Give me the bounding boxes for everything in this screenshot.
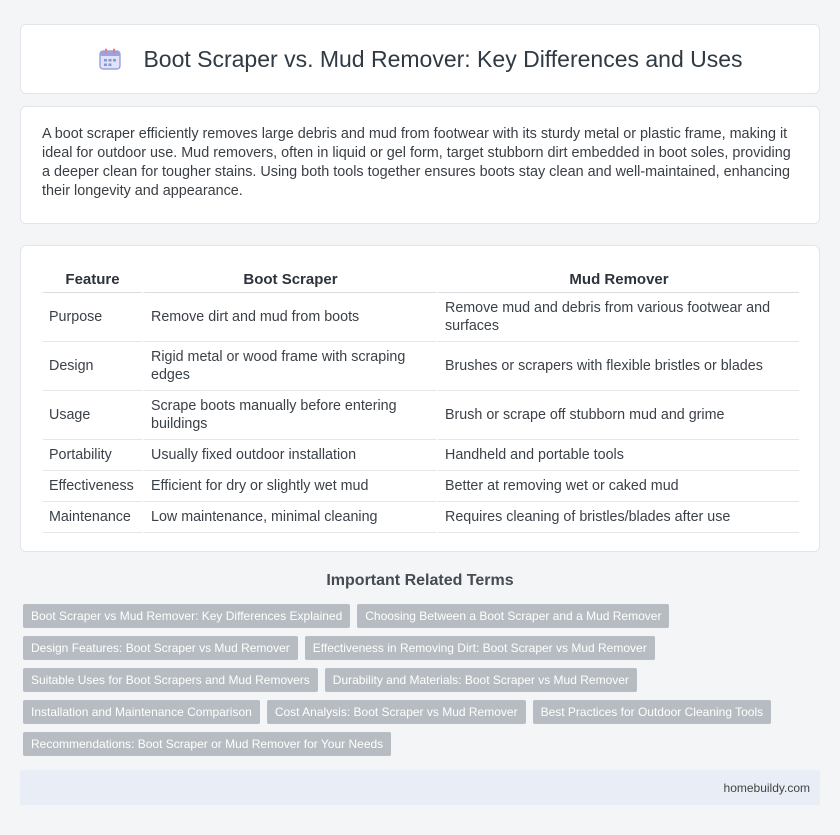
calendar-icon: [97, 46, 123, 72]
mud-remover-cell: Brush or scrape off stubborn mud and grime: [436, 391, 799, 440]
table-row: [43, 391, 799, 440]
related-term-tag[interactable]: Design Features: Boot Scraper vs Mud Remover: [23, 636, 298, 660]
feature-cell: Maintenance: [43, 502, 142, 533]
comparison-table: [43, 266, 799, 533]
footer: [20, 770, 820, 805]
mud-remover-cell: Brushes or scrapers with flexible bristles or blades: [436, 342, 799, 391]
page-title: Boot Scraper vs. Mud Remover: Key Differences and Uses: [143, 45, 743, 72]
table-row: [43, 502, 799, 533]
related-term-tag[interactable]: Boot Scraper vs Mud Remover: Key Differences Explained: [23, 604, 350, 628]
comparison-card: [20, 245, 820, 552]
table-header-row: [43, 266, 799, 293]
related-term-tag[interactable]: Cost Analysis: Boot Scraper vs Mud Remover: [267, 700, 526, 724]
related-term-tag[interactable]: Effectiveness in Removing Dirt: Boot Scraper vs Mud Remover: [305, 636, 655, 660]
related-terms-heading: Important Related Terms: [326, 572, 514, 589]
boot-scraper-cell: Efficient for dry or slightly wet mud: [142, 471, 436, 502]
feature-cell: Effectiveness: [43, 471, 142, 502]
feature-cell: Purpose: [43, 293, 142, 342]
feature-cell: Portability: [43, 440, 142, 471]
boot-scraper-cell: Remove dirt and mud from boots: [142, 293, 436, 342]
table-row: [43, 471, 799, 502]
related-term-tag[interactable]: Installation and Maintenance Comparison: [23, 700, 260, 724]
feature-cell: Usage: [43, 391, 142, 440]
related-terms-list: [23, 604, 783, 756]
header-feature: Feature: [43, 266, 142, 293]
related-term-tag[interactable]: Suitable Uses for Boot Scrapers and Mud Removers: [23, 668, 318, 692]
feature-cell: Design: [43, 342, 142, 391]
mud-remover-cell: Remove mud and debris from various footwear and surfaces: [436, 293, 799, 342]
table-row: [43, 440, 799, 471]
mud-remover-cell: Handheld and portable tools: [436, 440, 799, 471]
related-term-tag[interactable]: Recommendations: Boot Scraper or Mud Remover for Your Needs: [23, 732, 391, 756]
boot-scraper-cell: Low maintenance, minimal cleaning: [142, 502, 436, 533]
table-row: [43, 342, 799, 391]
header-mud-remover: Mud Remover: [436, 266, 799, 293]
footer-site-name[interactable]: homebuildy.com: [723, 781, 810, 795]
related-term-tag[interactable]: Choosing Between a Boot Scraper and a Mud Remover: [357, 604, 669, 628]
boot-scraper-cell: Scrape boots manually before entering buildings: [142, 391, 436, 440]
mud-remover-cell: Requires cleaning of bristles/blades after use: [436, 502, 799, 533]
intro-paragraph: A boot scraper efficiently removes large debris and mud from footwear with its sturdy metal or plastic frame, making it ideal for outdoor use. Mud removers, often in liquid or gel form, target stubborn dirt embedded in boot soles, providing a deeper clean for tougher stains. Using both tools together ensures boots stay clean and well-maintained, enhancing their longevity and appearance.: [42, 126, 791, 199]
mud-remover-cell: Better at removing wet or caked mud: [436, 471, 799, 502]
boot-scraper-cell: Usually fixed outdoor installation: [142, 440, 436, 471]
boot-scraper-cell: Rigid metal or wood frame with scraping edges: [142, 342, 436, 391]
table-row: [43, 293, 799, 342]
related-term-tag[interactable]: Durability and Materials: Boot Scraper vs Mud Remover: [325, 668, 637, 692]
header-boot-scraper: Boot Scraper: [142, 266, 436, 293]
related-term-tag[interactable]: Best Practices for Outdoor Cleaning Tools: [533, 700, 772, 724]
header-card: [20, 24, 820, 94]
intro-card: [20, 106, 820, 224]
title-wrap: [97, 46, 742, 73]
